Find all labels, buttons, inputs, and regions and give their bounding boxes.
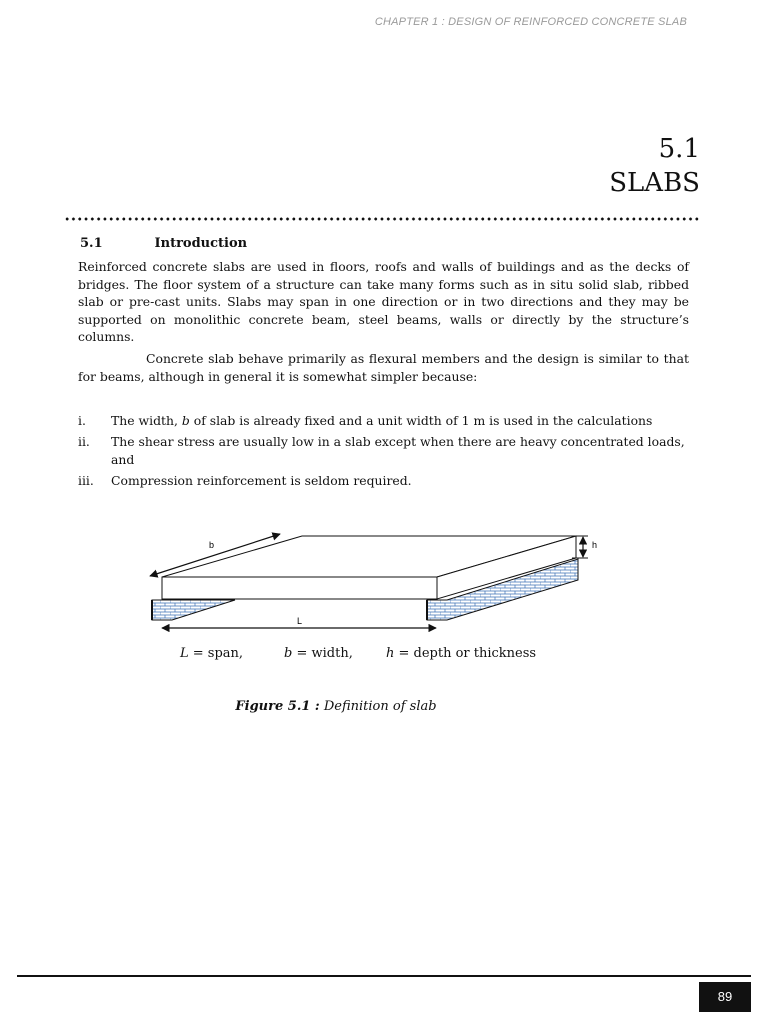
section-heading — [80, 236, 247, 251]
second-paragraph-text: Concrete slab behave primarily as flexural members and the design is similar to that for beams, although in general it is somewhat simpler because: — [78, 351, 689, 384]
list-marker: iii. — [78, 473, 94, 488]
list-item-text: Compression reinforcement is seldom required. — [111, 473, 412, 488]
caption-text: Definition of slab — [319, 699, 437, 714]
legend-depth — [386, 646, 536, 661]
label-l: L — [297, 616, 303, 626]
legend-span — [180, 646, 243, 661]
section-title: Introduction — [154, 236, 248, 251]
page-number: 89 — [699, 982, 751, 1012]
legend-text: = span, — [188, 646, 244, 661]
conditions-list — [78, 412, 690, 493]
running-header: CHAPTER 1 : DESIGN OF REINFORCED CONCRETE SLAB — [374, 16, 687, 28]
legend-text: = width, — [292, 646, 353, 661]
intro-paragraph: Reinforced concrete slabs are used in floors, roofs and walls of buildings and as the decks of bridges. The floor system of a structure can take many forms such as in situ solid slab, ribbed slab or pre-cast units. Slabs may span in one direction or in two directions and they may be supported on monolithic concrete beam, steel beams, walls or directly by the structure’s columns. — [78, 259, 689, 344]
list-text-pre: The width, — [111, 413, 182, 428]
list-text-post: of slab is already fixed and a unit width of 1 m is used in the calculations — [189, 413, 653, 428]
label-h: h — [592, 540, 598, 550]
list-item — [78, 412, 690, 430]
variable-b: b — [181, 413, 190, 428]
dotted-divider — [64, 216, 700, 222]
legend-text: = depth or thickness — [394, 646, 537, 661]
legend-width — [284, 646, 353, 661]
legend-symbol: b — [284, 646, 293, 661]
legend-symbol: h — [386, 646, 395, 661]
chapter-number: 5.1 — [658, 134, 700, 164]
chapter-title: SLABS — [609, 168, 700, 198]
list-marker: i. — [78, 413, 86, 428]
section-number: 5.1 — [80, 236, 103, 251]
list-item-text: The shear stress are usually low in a slab except when there are heavy concentrated loads, and — [111, 434, 685, 467]
list-item — [78, 433, 690, 469]
left-wall-support — [152, 600, 235, 620]
slab-front-face — [162, 577, 437, 599]
list-item-text — [111, 412, 690, 430]
label-b: b — [209, 540, 215, 550]
caption-label: Figure 5.1 : — [235, 699, 320, 714]
figure-caption — [0, 699, 672, 714]
legend-symbol: L — [180, 646, 189, 661]
slab-figure — [140, 528, 600, 642]
footer-rule — [17, 975, 751, 977]
list-item — [78, 472, 690, 490]
list-marker: ii. — [78, 434, 90, 449]
slab-diagram — [140, 528, 600, 638]
second-paragraph — [78, 350, 689, 385]
